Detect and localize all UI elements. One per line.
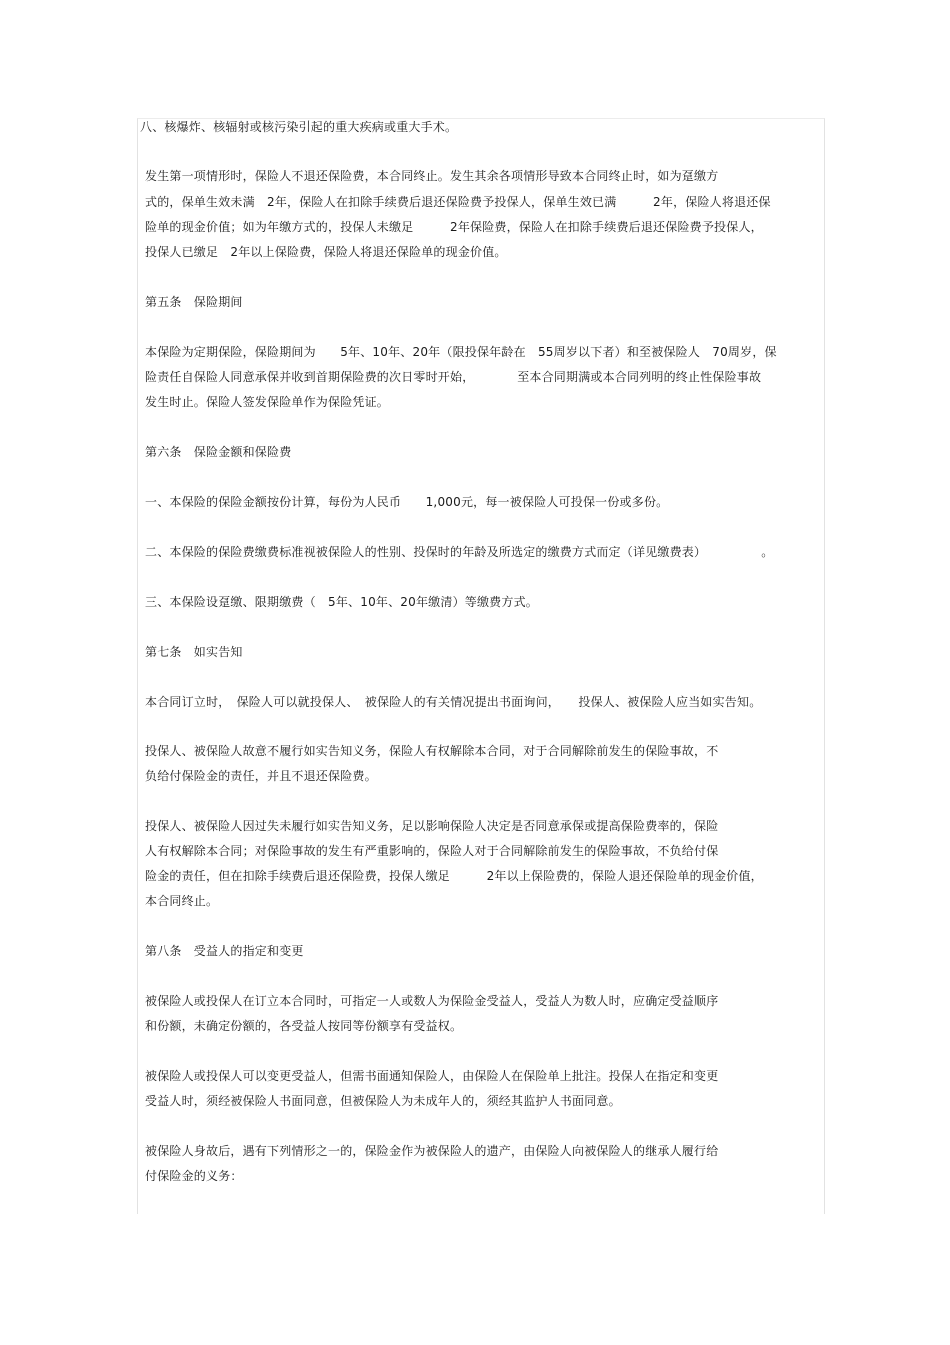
paragraph-line: 险金的责任，但在扣除手续费后退还保险费，投保人缴足 2年以上保险费的，保险人退还保险单的现金价值， <box>145 869 763 883</box>
paragraph-line: 发生第一项情形时，保险人不退还保险费，本合同终止。发生其余各项情形导致本合同终止时，如为趸缴方 <box>145 169 719 183</box>
paragraph-line: 本合同订立时， 保险人可以就投保人、 被保险人的有关情况提出书面询问， 投保人、被保险人应当如实告知。 <box>145 695 762 709</box>
paragraph-line: 被保险人或投保人在订立本合同时，可指定一人或数人为保险金受益人，受益人为数人时，应确定受益顺序 <box>145 994 719 1008</box>
paragraph-line: 式的，保单生效未满 2年，保险人在扣除手续费后退还保险费予投保人，保单生效已满 2年，保险人将退还保 <box>145 195 771 209</box>
section-heading-7: 第七条 如实告知 <box>145 645 243 659</box>
paragraph-line: 本合同终止。 <box>145 894 219 908</box>
paragraph-line: 被保险人身故后，遇有下列情形之一的，保险金作为被保险人的遗产，由保险人向被保险人的继承人履行给 <box>145 1144 719 1158</box>
paragraph-line: 投保人、被保险人故意不履行如实告知义务，保险人有权解除本合同，对于合同解除前发生的保险事故，不 <box>145 744 719 758</box>
paragraph-line: 投保人已缴足 2年以上保险费，保险人将退还保险单的现金价值。 <box>145 245 507 259</box>
paragraph-line: 发生时止。保险人签发保险单作为保险凭证。 <box>145 395 390 409</box>
paragraph-line: 付保险金的义务： <box>145 1169 243 1183</box>
page-frame <box>137 118 825 1214</box>
paragraph-line: 被保险人或投保人可以变更受益人，但需书面通知保险人，由保险人在保险单上批注。投保人在指定和变更 <box>145 1069 719 1083</box>
paragraph-line: 投保人、被保险人因过失未履行如实告知义务，足以影响保险人决定是否同意承保或提高保险费率的，保险 <box>145 819 719 833</box>
paragraph-line: 险单的现金价值；如为年缴方式的，投保人未缴足 2年保险费，保险人在扣除手续费后退还保险费予投保人， <box>145 220 763 234</box>
section-heading-5: 第五条 保险期间 <box>145 295 243 309</box>
paragraph-line: 险责任自保险人同意承保并收到首期保险费的次日零时开始， 至本合同期满或本合同列明的终止性保险事故 <box>145 370 762 384</box>
paragraph-line: 受益人时，须经被保险人书面同意，但被保险人为未成年人的，须经其监护人书面同意。 <box>145 1094 621 1108</box>
paragraph-line: 二、本保险的保险费缴费标准视被保险人的性别、投保时的年龄及所选定的缴费方式而定（详见缴费表） 。 <box>145 545 774 559</box>
section-heading-6: 第六条 保险金额和保险费 <box>145 445 292 459</box>
paragraph-line: 本保险为定期保险，保险期间为 5年、10年、20年（限投保年龄在 55周岁以下者）和至被保险人 70周岁，保 <box>145 345 777 359</box>
paragraph-line: 人有权解除本合同；对保险事故的发生有严重影响的，保险人对于合同解除前发生的保险事故，不负给付保 <box>145 844 719 858</box>
section-heading-8: 第八条 受益人的指定和变更 <box>145 944 304 958</box>
paragraph-line: 三、本保险设趸缴、限期缴费（ 5年、10年、20年缴清）等缴费方式。 <box>145 595 538 609</box>
paragraph-line: 负给付保险金的责任，并且不退还保险费。 <box>145 769 377 783</box>
clause-item-8: 八、核爆炸、核辐射或核污染引起的重大疾病或重大手术。 <box>140 120 458 134</box>
paragraph-line: 和份额，未确定份额的，各受益人按同等份额享有受益权。 <box>145 1019 463 1033</box>
paragraph-line: 一、本保险的保险金额按份计算，每份为人民币 1,000元，每一被保险人可投保一份或多份。 <box>145 495 669 509</box>
